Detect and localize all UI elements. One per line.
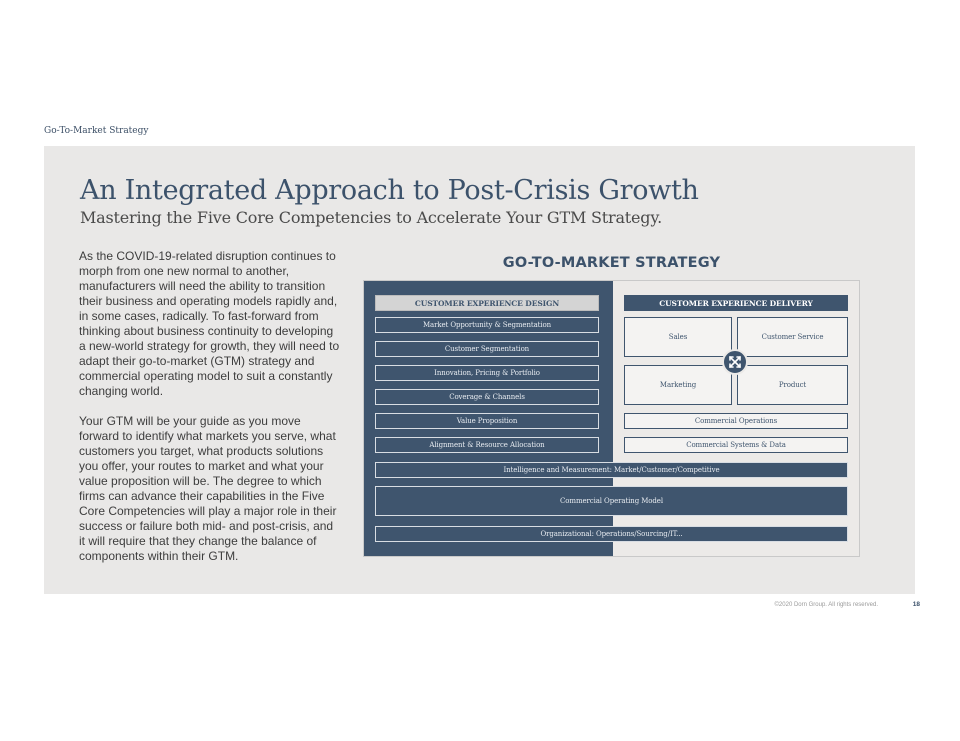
design-item: Value Proposition bbox=[375, 413, 599, 429]
section-label: Go-To-Market Strategy bbox=[44, 126, 149, 136]
organizational-bar: Organizational: Operations/Sourcing/IT... bbox=[375, 526, 848, 542]
delivery-item: Commercial Operations bbox=[624, 413, 848, 429]
body-text bbox=[79, 249, 341, 579]
page-title: An Integrated Approach to Post-Crisis Growth bbox=[80, 175, 699, 206]
delivery-quad-marketing: Marketing bbox=[624, 365, 732, 405]
design-item: Coverage & Channels bbox=[375, 389, 599, 405]
crossed-arrows-icon bbox=[722, 349, 748, 375]
page-number: 18 bbox=[912, 601, 920, 608]
operating-model-bar: Commercial Operating Model bbox=[375, 486, 848, 516]
design-item: Alignment & Resource Allocation bbox=[375, 437, 599, 453]
delivery-quad-sales: Sales bbox=[624, 317, 732, 357]
delivery-header: CUSTOMER EXPERIENCE DELIVERY bbox=[624, 295, 848, 311]
body-paragraph-1: As the COVID-19-related disruption continues to morph from one new normal to another, manufacturers will need the ability to transition their business and operating models rapidly and, in some cases, radically. To fast-forward from thinking about business continuity to developing a new-world strategy for growth, they will need to adapt their go-to-market (GTM) strategy and commercial operating model to suit a constantly changing world. bbox=[79, 249, 340, 398]
page-subtitle: Mastering the Five Core Competencies to Accelerate Your GTM Strategy. bbox=[80, 208, 662, 227]
diagram-title: GO-TO-MARKET STRATEGY bbox=[502, 255, 721, 271]
delivery-quad-customer-service: Customer Service bbox=[737, 317, 848, 357]
footer-copyright: ©2020 Dorn Group. All rights reserved. bbox=[774, 602, 878, 608]
design-item: Market Opportunity & Segmentation bbox=[375, 317, 599, 333]
delivery-quad-product: Product bbox=[737, 365, 848, 405]
design-item: Customer Segmentation bbox=[375, 341, 599, 357]
delivery-item: Commercial Systems & Data bbox=[624, 437, 848, 453]
intelligence-bar: Intelligence and Measurement: Market/Customer/Competitive bbox=[375, 462, 848, 478]
design-item: Innovation, Pricing & Portfolio bbox=[375, 365, 599, 381]
body-paragraph-2: Your GTM will be your guide as you move forward to identify what markets you serve, what customers you target, what products solutions you offer, your routes to market and what your value proposition will be. The degree to which firms can advance their capabilities in the Five Core Competencies will play a major role in their success or failure both mid- and post-crisis, and it will require that they change the balance of components within their GTM. bbox=[79, 414, 337, 563]
design-header: CUSTOMER EXPERIENCE DESIGN bbox=[375, 295, 599, 311]
